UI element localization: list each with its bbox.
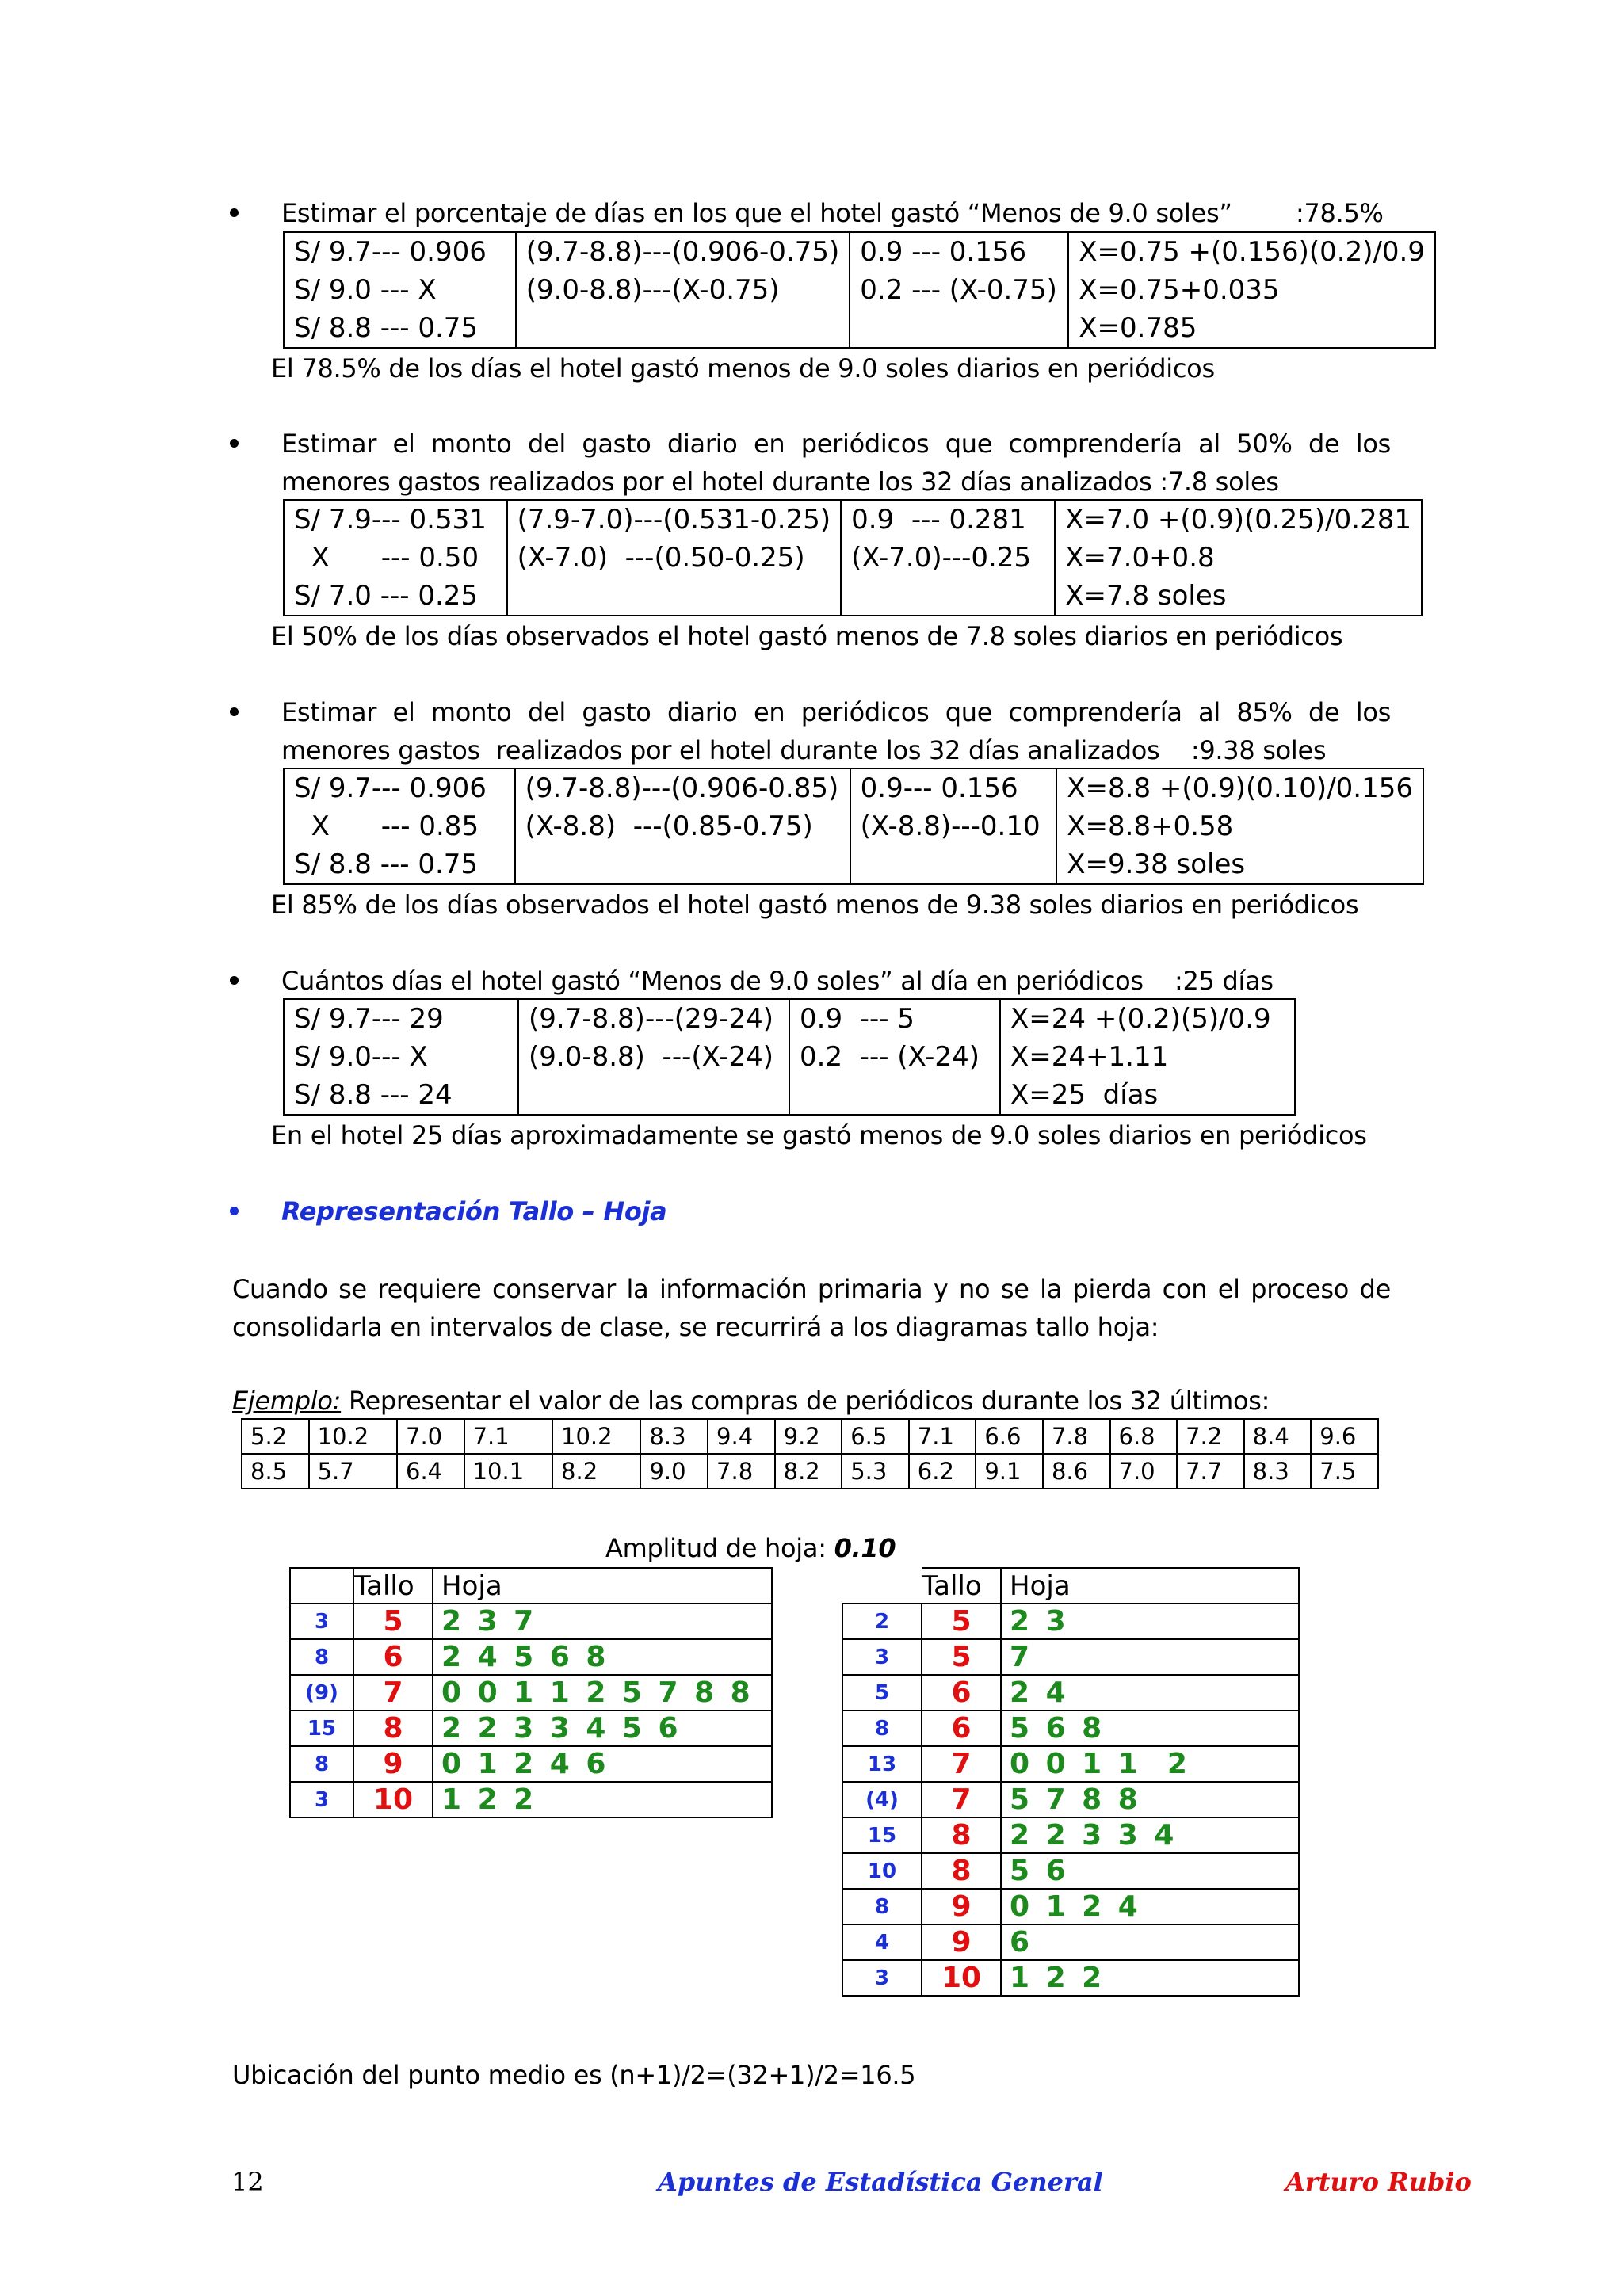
data-cell: 9.0 [640,1454,708,1489]
stem-count: 13 [842,1746,922,1782]
calc-cell: X=8.8+0.58 [1067,810,1234,842]
calc-cell: (X-8.8)---0.10 [860,810,1041,842]
stem-value: 6 [922,1711,1001,1746]
leaf-values: 5 6 8 [1001,1711,1299,1746]
stem-count: 8 [290,1746,353,1782]
data-cell: 9.1 [976,1454,1043,1489]
amplitud-line [605,1529,896,1567]
calc-cell: S/ 9.0 --- X [294,274,437,306]
stem-count: 3 [290,1604,353,1639]
bullet [230,439,239,448]
data-cell: 7.7 [1177,1454,1244,1489]
calc-cell [860,309,1058,347]
calc-cell: (9.7-8.8)---(0.906-0.85) [525,772,839,804]
calc-cell [851,577,1044,615]
leaf-values: 1 2 2 [433,1782,772,1817]
bullet [230,707,239,716]
stem-count: 3 [290,1782,353,1817]
calc-cell: 0.9 --- 0.281 [851,504,1026,536]
calc-cell [526,309,840,347]
data-table [241,1418,1379,1489]
calc-cell: (9.7-8.8)---(0.906-0.75) [525,236,840,268]
data-cell: 6.2 [909,1454,976,1489]
data-cell: 7.0 [397,1419,464,1454]
conclusion-text: En el hotel 25 días aproximadamente se gastó menos de 9.0 soles diarios en periódicos [271,1120,1367,1150]
midpoint-text: Ubicación del punto medio es (n+1)/2=(32+1)/2=16.5 [232,2060,916,2090]
calc-cell: X --- 0.85 [294,810,479,842]
calc-cell: S/ 9.7--- 0.906 [294,772,487,804]
leaf-values: 0 1 2 4 [1001,1889,1299,1924]
stem-count: 3 [842,1960,922,1996]
data-cell: 5.2 [242,1419,309,1454]
bullet-result: :78.5% [1296,198,1384,228]
header-hoja: Hoja [1001,1568,1299,1604]
calc-cell: S/ 8.8 --- 24 [294,1079,453,1111]
data-cell: 10.2 [552,1419,640,1454]
calc-table [283,231,1436,349]
data-cell: 9.2 [775,1419,842,1454]
stem-value: 7 [353,1675,433,1711]
calc-cell: S/ 9.7--- 0.906 [294,236,487,268]
calc-cell: (X-7.0)---0.25 [851,542,1032,574]
page-number: 12 [231,2167,264,2197]
data-row [242,1454,1378,1489]
data-cell: 7.1 [909,1419,976,1454]
calc-cell: S/ 7.0 --- 0.25 [294,580,479,612]
stem-row [842,1817,1299,1853]
data-cell: 6.5 [842,1419,909,1454]
calc-cell: X=24 +(0.2)(5)/0.9 [1010,1003,1271,1035]
stem-value: 6 [353,1639,433,1675]
data-cell: 8.2 [552,1454,640,1489]
bullet-text: menores gastos realizados por el hotel durante los 32 días analizados :7.8 soles [281,467,1279,497]
leaf-values: 7 [1001,1639,1299,1675]
bullet-text: Cuántos días el hotel gastó “Menos de 9.0 soles” al día en periódicos [281,966,1144,996]
calc-cell [529,1076,779,1114]
header-hoja: Hoja [433,1568,772,1604]
data-cell: 6.8 [1110,1419,1178,1454]
stem-row [842,1675,1299,1711]
stem-count: 4 [842,1924,922,1960]
data-cell: 8.5 [242,1454,309,1489]
bullet-text: Estimar el monto del gasto diario en periódicos que comprendería al 85% de los [281,697,1391,727]
stem-row [290,1782,772,1817]
calc-cell [525,845,840,883]
calc-cell [517,577,831,615]
stem-row [290,1711,772,1746]
stem-row [290,1604,772,1639]
stem-leaf-table-right [842,1567,1300,1997]
calc-cell: X=8.8 +(0.9)(0.10)/0.156 [1067,772,1413,804]
calc-cell: (9.0-8.8) ---(X-24) [529,1041,774,1073]
bullet-text: Estimar el porcentaje de días en los que el hotel gastó “Menos de 9.0 soles” [281,198,1232,228]
footer-author: Arturo Rubio [1285,2167,1472,2197]
calc-cell [861,845,1047,883]
leaf-values: 2 3 [1001,1604,1299,1639]
stem-value: 6 [922,1675,1001,1711]
calc-cell: 0.9--- 0.156 [860,772,1018,804]
calc-cell: X=7.8 soles [1065,580,1227,612]
data-cell: 8.3 [1244,1454,1312,1489]
leaf-values: 2 2 3 3 4 [1001,1817,1299,1853]
stem-value: 7 [922,1746,1001,1782]
data-cell: 8.2 [775,1454,842,1489]
calc-cell: S/ 8.8 --- 0.75 [294,849,479,880]
leaf-values: 1 2 2 [1001,1960,1299,1996]
stem-leaf-table-left [289,1567,773,1818]
header-blank [842,1568,922,1604]
stem-count: 10 [842,1853,922,1889]
calc-cell: X=0.75 +(0.156)(0.2)/0.9 [1079,236,1425,268]
conclusion-text: El 78.5% de los días el hotel gastó menos de 9.0 soles diarios en periódicos [271,353,1215,383]
leaf-values: 0 0 1 1 2 [1001,1746,1299,1782]
data-cell: 10.1 [464,1454,552,1489]
calc-cell: S/ 9.0--- X [294,1041,428,1073]
stem-count: 8 [842,1889,922,1924]
leaf-values: 2 4 [1001,1675,1299,1711]
stem-row [842,1746,1299,1782]
bullet-text: Estimar el monto del gasto diario en periódicos que comprendería al 50% de los [281,429,1391,459]
calc-table [283,768,1424,885]
stem-count: 8 [290,1639,353,1675]
data-cell: 7.5 [1311,1454,1378,1489]
calc-cell: X=25 días [1010,1079,1159,1111]
conclusion-text: El 50% de los días observados el hotel gastó menos de 7.8 soles diarios en periódicos [271,621,1343,651]
leaf-values: 2 4 5 6 8 [433,1639,772,1675]
calc-cell: (7.9-7.0)---(0.531-0.25) [517,504,831,536]
data-cell: 7.8 [708,1454,775,1489]
calc-cell: 0.9 --- 5 [800,1003,915,1035]
stem-row [842,1924,1299,1960]
data-row [242,1419,1378,1454]
stem-count: 2 [842,1604,922,1639]
bullet [230,208,239,217]
stem-value: 5 [922,1639,1001,1675]
section-heading: Representación Tallo – Hoja [281,1196,667,1226]
data-cell: 8.6 [1043,1454,1110,1489]
leaf-values: 5 6 [1001,1853,1299,1889]
calc-cell: S/ 8.8 --- 0.75 [294,312,479,344]
paragraph: Cuando se requiere conservar la información primaria y no se la pierda con el proceso de [232,1274,1391,1304]
stem-row [842,1960,1299,1996]
stem-count: 5 [842,1675,922,1711]
stem-count: (9) [290,1675,353,1711]
data-cell: 7.8 [1043,1419,1110,1454]
bullet [230,1207,239,1215]
header-tallo: Tallo [922,1568,1001,1604]
calc-cell: X --- 0.50 [294,542,479,574]
data-cell: 7.1 [464,1419,552,1454]
stem-row [842,1889,1299,1924]
stem-value: 8 [922,1817,1001,1853]
calc-cell: X=9.38 soles [1067,849,1246,880]
leaf-values: 5 7 8 8 [1001,1782,1299,1817]
stem-value: 7 [922,1782,1001,1817]
stem-row [290,1639,772,1675]
data-cell: 7.0 [1110,1454,1178,1489]
calc-table [283,998,1296,1116]
data-cell: 6.4 [397,1454,464,1489]
leaf-values: 2 2 3 3 4 5 6 [433,1711,772,1746]
stem-value: 5 [353,1604,433,1639]
example-label: Ejemplo: [232,1386,342,1416]
calc-cell: (X-7.0) ---(0.50-0.25) [517,542,805,574]
calc-cell: (9.7-8.8)---(29-24) [529,1003,774,1035]
header-blank [290,1568,353,1604]
stem-count: 8 [842,1711,922,1746]
calc-cell: 0.2 --- (X-0.75) [860,274,1057,306]
amplitud-value: 0.10 [834,1533,896,1563]
bullet [230,976,239,985]
amplitud-label: Amplitud de hoja: [605,1533,834,1563]
stem-value: 9 [922,1889,1001,1924]
stem-value: 10 [922,1960,1001,1996]
stem-value: 9 [353,1746,433,1782]
stem-row [842,1711,1299,1746]
data-cell: 5.7 [309,1454,397,1489]
calc-cell: 0.2 --- (X-24) [800,1041,980,1073]
leaf-values: 0 1 2 4 6 [433,1746,772,1782]
data-cell: 6.6 [976,1419,1043,1454]
calc-table [283,499,1423,616]
calc-cell: S/ 9.7--- 29 [294,1003,444,1035]
bullet-result: :25 días [1174,966,1274,996]
leaf-values: 0 0 1 1 2 5 7 8 8 [433,1675,772,1711]
data-cell: 7.2 [1177,1419,1244,1454]
example-text: Representar el valor de las compras de periódicos durante los 32 últimos: [341,1386,1270,1416]
footer-title: Apuntes de Estadística General [658,2167,1103,2197]
stem-count: 15 [842,1817,922,1853]
example-line [232,1382,1270,1420]
calc-cell: S/ 7.9--- 0.531 [294,504,487,536]
data-cell: 5.3 [842,1454,909,1489]
conclusion-text: El 85% de los días observados el hotel gastó menos de 9.38 soles diarios en periódicos [271,890,1359,920]
stem-row [842,1853,1299,1889]
calc-cell: X=0.75+0.035 [1079,274,1280,306]
calc-cell: (X-8.8) ---(0.85-0.75) [525,810,813,842]
stem-row [842,1639,1299,1675]
stem-count: 3 [842,1639,922,1675]
data-cell: 9.6 [1311,1419,1378,1454]
data-cell: 9.4 [708,1419,775,1454]
stem-count: 15 [290,1711,353,1746]
stem-value: 10 [353,1782,433,1817]
stem-count: (4) [842,1782,922,1817]
leaf-values: 6 [1001,1924,1299,1960]
stem-value: 9 [922,1924,1001,1960]
data-cell: 8.4 [1244,1419,1312,1454]
stem-value: 8 [922,1853,1001,1889]
stem-row [290,1675,772,1711]
calc-cell: (9.0-8.8)---(X-0.75) [525,274,780,306]
bullet-text: menores gastos realizados por el hotel durante los 32 días analizados :9.38 soles [281,735,1327,765]
stem-row [842,1782,1299,1817]
calc-cell: 0.9 --- 0.156 [860,236,1027,268]
stem-row [290,1746,772,1782]
stem-value: 5 [922,1604,1001,1639]
header-tallo: Tallo [353,1568,433,1604]
calc-cell: X=24+1.11 [1010,1041,1169,1073]
calc-cell: X=0.785 [1079,312,1197,344]
data-cell: 8.3 [640,1419,708,1454]
calc-cell: X=7.0+0.8 [1065,542,1215,574]
leaf-values: 2 3 7 [433,1604,772,1639]
calc-cell: X=7.0 +(0.9)(0.25)/0.281 [1065,504,1411,536]
calc-cell [800,1076,990,1114]
paragraph: consolidarla en intervalos de clase, se recurrirá a los diagramas tallo hoja: [232,1312,1159,1342]
data-cell: 10.2 [309,1419,397,1454]
stem-row [842,1604,1299,1639]
stem-value: 8 [353,1711,433,1746]
